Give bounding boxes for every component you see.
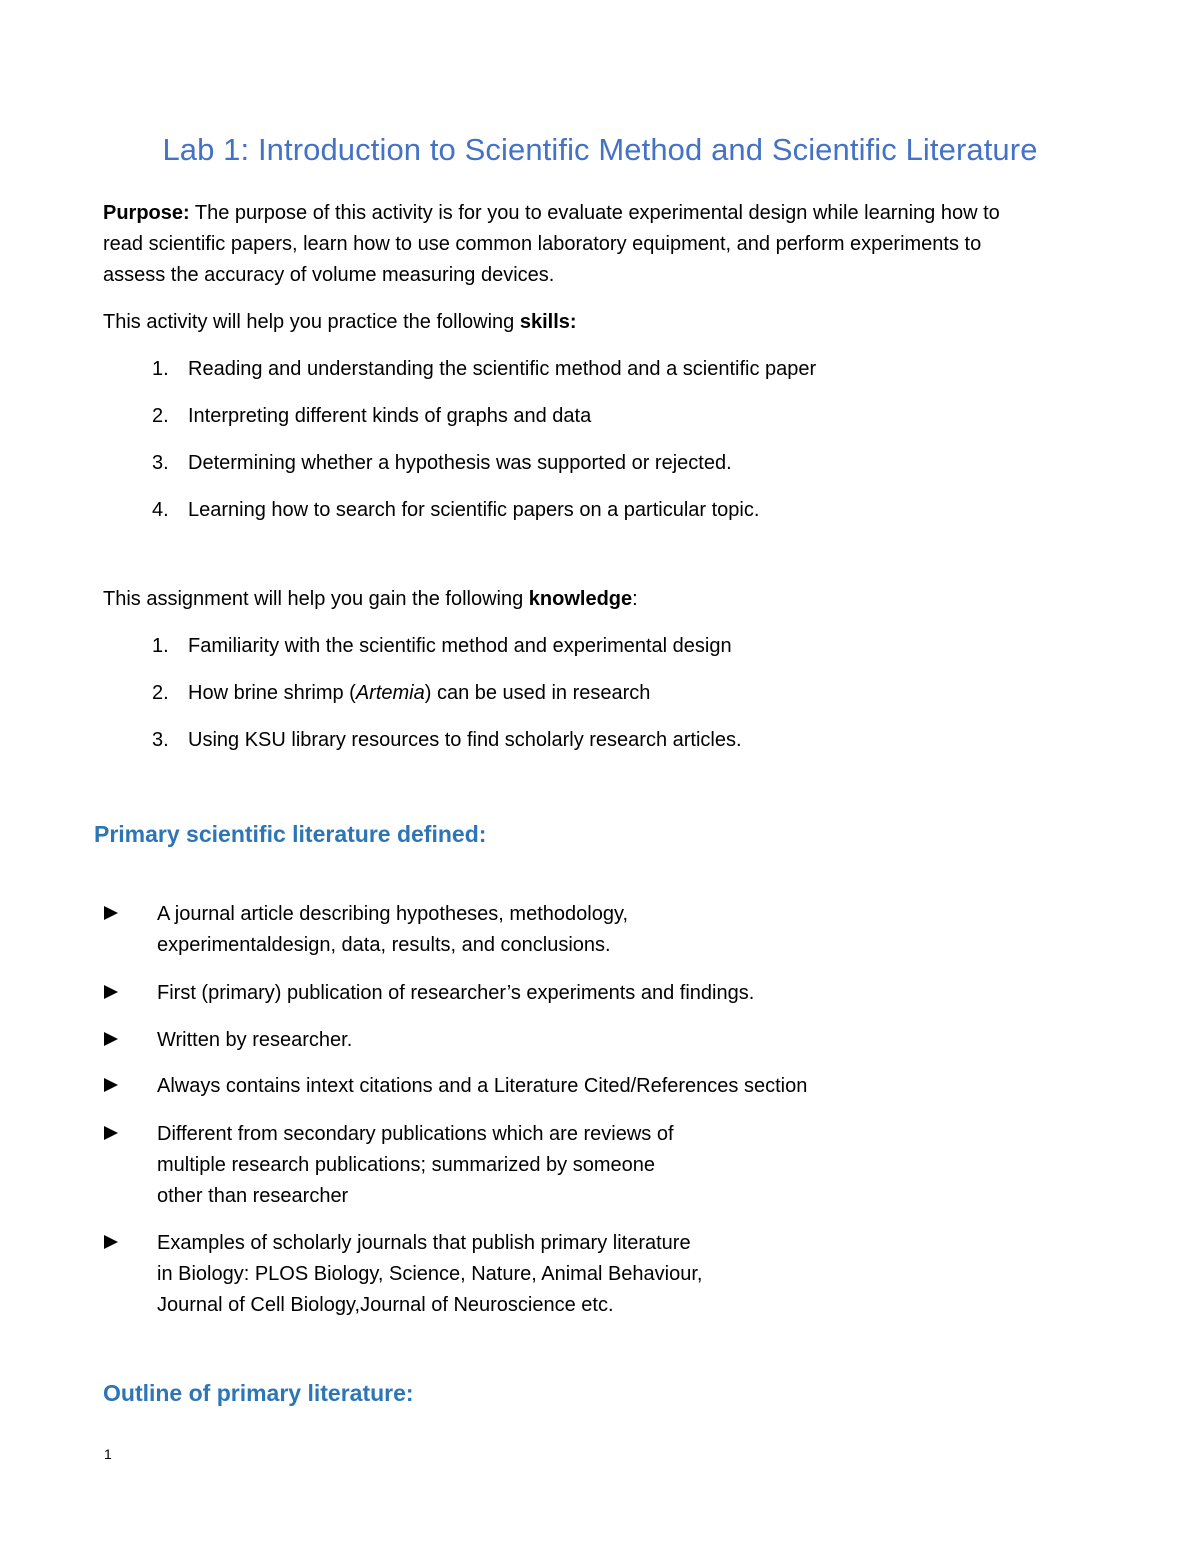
skills-intro-bold: skills: (519, 311, 577, 333)
list-number: 1. (152, 358, 169, 380)
knowledge-list-item (152, 631, 732, 661)
knowledge-intro (103, 584, 1093, 615)
bullet-text: Written by researcher. (157, 1029, 353, 1051)
knowledge-intro-colon: : (632, 588, 638, 610)
purpose-line-2: read scientific papers, learn how to use common laboratory equipment, and perform experiments to (103, 233, 982, 255)
skills-list-item (152, 448, 732, 478)
list-item-text-italic: Artemia (355, 682, 425, 704)
list-number: 3. (152, 729, 169, 751)
list-item-text-before: How brine shrimp ( (188, 682, 356, 704)
knowledge-intro-text: This assignment will help you gain the following (103, 588, 529, 610)
triangle-bullet-icon (104, 985, 118, 999)
purpose-line-3: assess the accuracy of volume measuring devices. (103, 264, 555, 286)
list-item-text: Familiarity with the scientific method and experimental design (188, 635, 732, 657)
triangle-bullet-icon (104, 1126, 118, 1140)
purpose-line-1 (103, 198, 1093, 229)
knowledge-list-item (152, 678, 650, 708)
purpose-label: Purpose: (103, 202, 190, 224)
list-item-text: Learning how to search for scientific papers on a particular topic. (188, 499, 760, 521)
page-number: 1 (104, 1446, 112, 1462)
list-item-text: Reading and understanding the scientific method and a scientific paper (188, 358, 817, 380)
list-number: 2. (152, 405, 169, 427)
section-heading-outline: Outline of primary literature: (103, 1380, 414, 1406)
knowledge-list-item (152, 725, 742, 755)
list-number: 1. (152, 635, 169, 657)
purpose-text-1: The purpose of this activity is for you to evaluate experimental design while learning how to (189, 202, 1000, 224)
document-title: Lab 1: Introduction to Scientific Method and Scientific Literature (162, 132, 1038, 167)
bullet-text: First (primary) publication of researcher’s experiments and findings. (157, 982, 755, 1004)
triangle-bullet-icon (104, 1235, 118, 1249)
skills-intro (103, 307, 1093, 338)
bullet-text: Examples of scholarly journals that publish primary literature in Biology: PLOS Biology, Science, Nature, Animal Behaviour, Journal of Cell Biology,Journal of Neuroscience etc. (157, 1232, 703, 1316)
bullet-text: Different from secondary publications which are reviews of multiple research publications; summarized by someone other than researcher (157, 1123, 674, 1207)
bullet-text: Always contains intext citations and a Literature Cited/References section (157, 1075, 808, 1097)
skills-intro-text: This activity will help you practice the following (103, 311, 520, 333)
skills-list-item (152, 354, 816, 384)
triangle-bullet-icon (104, 1078, 118, 1092)
triangle-bullet-icon (104, 906, 118, 920)
section-heading-primary-literature: Primary scientific literature defined: (94, 821, 487, 847)
list-number: 3. (152, 452, 169, 474)
skills-list-item (152, 495, 759, 525)
list-number: 4. (152, 499, 169, 521)
triangle-bullet-icon (104, 1032, 118, 1046)
knowledge-intro-bold: knowledge (528, 588, 633, 610)
list-item-text: Interpreting different kinds of graphs and data (188, 405, 592, 427)
list-item-text-after: ) can be used in research (424, 682, 651, 704)
list-number: 2. (152, 682, 169, 704)
list-item-text: Determining whether a hypothesis was supported or rejected. (188, 452, 732, 474)
bullet-text: A journal article describing hypotheses, methodology, experimentaldesign, data, results, and conclusions. (157, 903, 629, 956)
skills-list-item (152, 401, 591, 431)
list-item-text: Using KSU library resources to find scholarly research articles. (188, 729, 742, 751)
